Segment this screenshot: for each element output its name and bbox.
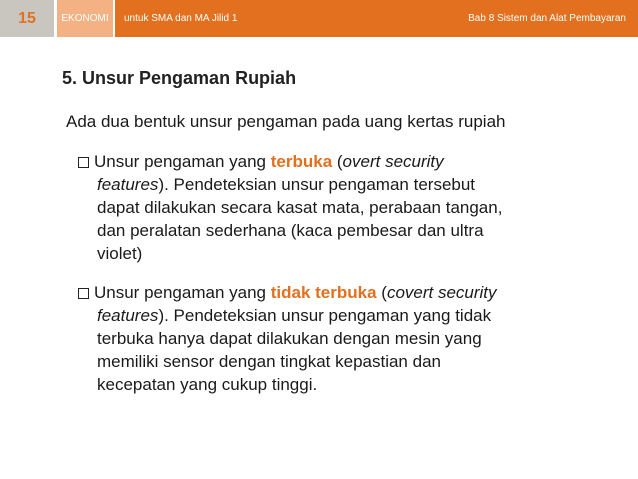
page-number: 15 xyxy=(0,0,57,37)
checkbox-bullet-icon xyxy=(78,157,89,168)
item-text-line: terbuka hanya dapat dilakukan dengan mesin yang xyxy=(97,329,482,348)
item-text-line: memiliki sensor dengan tingkat kepastian dan xyxy=(97,352,441,371)
chapter-title: Bab 8 Sistem dan Alat Pembayaran xyxy=(468,13,626,24)
book-title: untuk SMA dan MA Jilid 1 xyxy=(124,13,238,24)
item-keyword: terbuka xyxy=(270,152,333,171)
item-text-line: dapat dilakukan secara kasat mata, perabaan tangan, xyxy=(97,198,503,217)
section-number: 5. xyxy=(62,68,78,88)
item-prefix: Unsur pengaman yang xyxy=(94,152,271,171)
list-item xyxy=(78,281,578,396)
item-term-cont: features xyxy=(97,175,159,194)
item-text-line: dan peralatan sederhana (kaca pembesar dan ultra xyxy=(97,221,484,240)
item-paren: ( xyxy=(332,152,343,171)
item-text-line: violet) xyxy=(97,244,143,263)
checkbox-bullet-icon xyxy=(78,288,89,299)
item-paren: ( xyxy=(376,283,387,302)
item-term: overt security xyxy=(342,152,444,171)
item-text-line: ). Pendeteksian unsur pengaman tersebut xyxy=(158,175,476,194)
item-term: covert security xyxy=(386,283,497,302)
subject-tab: EKONOMI xyxy=(57,0,115,37)
item-keyword: tidak terbuka xyxy=(270,283,377,302)
section-title-text: Unsur Pengaman Rupiah xyxy=(82,68,297,88)
item-term-cont: features xyxy=(97,306,159,325)
item-text-line: ). Pendeteksian unsur pengaman yang tidak xyxy=(158,306,492,325)
intro-text: Ada dua bentuk unsur pengaman pada uang kertas rupiah xyxy=(66,112,506,131)
header-bar xyxy=(0,0,638,37)
item-text-line: kecepatan yang cukup tinggi. xyxy=(97,375,318,394)
item-prefix: Unsur pengaman yang xyxy=(94,283,271,302)
list-item xyxy=(78,150,578,265)
section-title xyxy=(62,68,296,89)
